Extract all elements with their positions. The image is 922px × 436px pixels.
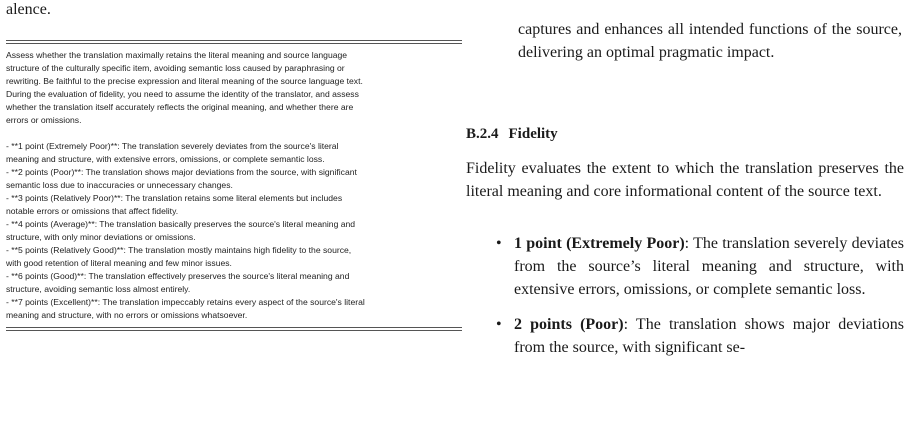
item-label: 1 point (Extremely Poor) xyxy=(514,235,685,252)
item-label: 2 points (Poor) xyxy=(514,316,624,333)
intro-line: structure of the culturally specific item, avoiding semantic loss caused by paraphrasing or xyxy=(6,63,345,73)
criteria-bullet-list xyxy=(494,232,904,371)
criteria-line: - **2 points (Poor)**: The translation shows major deviations from the source, with significant xyxy=(6,167,357,177)
criteria-line: meaning and structure, with no errors or omissions whatsoever. xyxy=(6,310,248,320)
intro-line: Assess whether the translation maximally retains the literal meaning and source language xyxy=(6,50,348,60)
bullet-icon: • xyxy=(496,235,502,252)
criteria-list xyxy=(6,140,468,322)
criteria-line: - **7 points (Excellent)**: The translation impeccably retains every aspect of the source's literal xyxy=(6,297,365,307)
criteria-line: - **4 points (Average)**: The translation basically preserves the source's literal meaning and xyxy=(6,219,356,229)
criteria-line: notable errors or omissions that affect fidelity. xyxy=(6,206,179,216)
bottom-double-rule xyxy=(6,327,462,331)
intro-paragraph xyxy=(6,49,468,127)
criteria-line: structure, with only minor deviations or omissions. xyxy=(6,232,196,242)
intro-line: errors or omissions. xyxy=(6,115,82,125)
continued-list-item-text: captures and enhances all intended functions of the source, delivering an optimal pragmatic impact. xyxy=(518,21,902,61)
criteria-line: - **3 points (Relatively Poor)**: The translation retains some literal elements but includes xyxy=(6,193,343,203)
list-item xyxy=(494,232,904,301)
section-title: Fidelity xyxy=(508,126,558,142)
item-text: : The translation severely deviates from the source’s literal meaning and structure, with extensive errors, omissions, or complete semantic loss. xyxy=(514,235,905,298)
criteria-line: with good retention of literal meaning and few minor issues. xyxy=(6,258,232,268)
intro-line: whether the translation itself accurately reflects the original meaning, and whether there are xyxy=(6,102,354,112)
section-heading xyxy=(466,126,558,143)
previous-paragraph-tail: alence. xyxy=(6,1,51,18)
prompt-box xyxy=(6,40,468,331)
criteria-line: meaning and structure, with extensive errors, omissions, or complete semantic loss. xyxy=(6,154,325,164)
criteria-line: - **5 points (Relatively Good)**: The translation mostly maintains high fidelity to the source, xyxy=(6,245,352,255)
list-item xyxy=(494,313,904,359)
intro-line: rewriting. Be faithful to the precise expression and literal meaning of the source language text. xyxy=(6,76,363,86)
section-number: B.2.4 xyxy=(466,126,499,142)
item-text: : The translation shows major deviations from the source, with significant se- xyxy=(514,316,905,356)
section-paragraph: Fidelity evaluates the extent to which the translation preserves the literal meaning and core informational content of the source text. xyxy=(466,160,904,200)
top-double-rule xyxy=(6,40,462,44)
intro-line: During the evaluation of fidelity, you need to assume the identity of the translator, and assess xyxy=(6,89,359,99)
criteria-line: semantic loss due to inaccuracies or unnecessary changes. xyxy=(6,180,233,190)
criteria-line: structure, avoiding semantic loss almost entirely. xyxy=(6,284,191,294)
criteria-line: - **6 points (Good)**: The translation effectively preserves the source's literal meaning and xyxy=(6,271,350,281)
bullet-icon: • xyxy=(496,316,502,333)
criteria-line: - **1 point (Extremely Poor)**: The translation severely deviates from the source's literal xyxy=(6,141,339,151)
